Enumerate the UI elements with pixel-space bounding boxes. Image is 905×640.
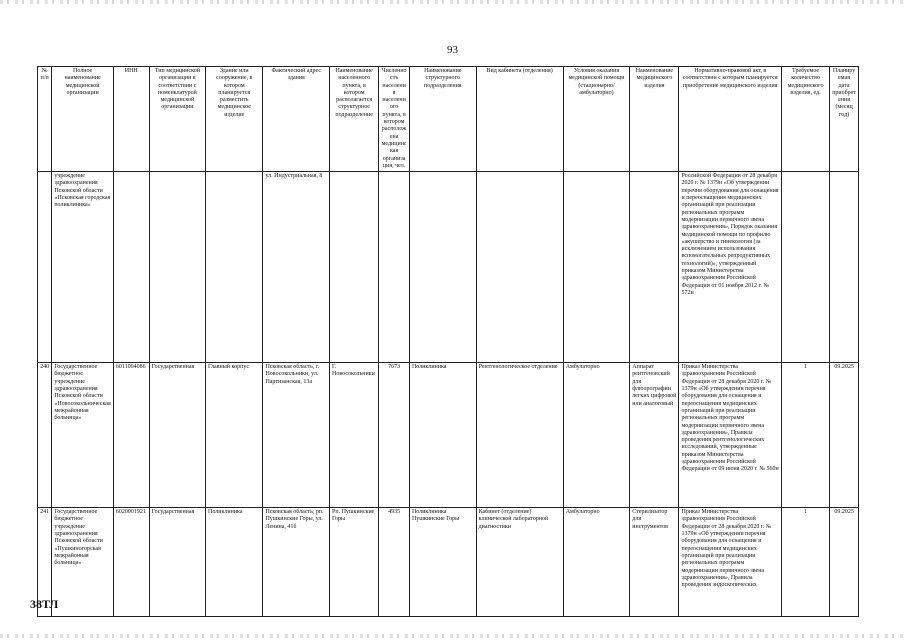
cell-num — [38, 172, 52, 363]
scan-artifact-bottom — [0, 634, 905, 638]
table-row — [38, 508, 859, 617]
cell-address: Псковская область, рп. Пушкинские Горы, ул. Ленина, 41б — [263, 508, 330, 617]
cell-unit: Поликлиника Пушкинские Горы — [409, 508, 476, 617]
header-act: Нормативно-правовой акт, в соответствии с которым планируется приобретение медицинского изделия — [679, 67, 781, 172]
equipment-table — [37, 66, 859, 617]
header-building: Здание или сооружение, в котором планируется разместить медицинское изделие — [206, 67, 263, 172]
cell-address: Псковская область, г. Новосокольники, ул. Партизанская, 13а — [263, 363, 330, 508]
cell-population: 4935 — [379, 508, 410, 617]
cell-conditions — [563, 172, 630, 363]
cell-qty: 1 — [781, 508, 829, 617]
cell-act: Приказ Министерства здравоохранения Российской Федерации от 28 декабря 2020 г. № 1379н «Об утверждении перечня оборудования для оснащения и переоснащения медицинских организаций при реализации региональных программ модернизации первичного звена здравоохранения», Правила проведения рентгенологических исследований, утвержденные приказом Министерства здравоохранения Российской Федерации от 09 июня 2020 г. № 560н — [679, 363, 781, 508]
cell-population — [379, 172, 410, 363]
cell-inn — [113, 172, 149, 363]
scan-artifact-top — [0, 0, 905, 4]
cell-building: Главный корпус — [206, 363, 263, 508]
cell-locality: Г. Новосокольники — [330, 363, 379, 508]
header-type: Тип медицинской организации в соответствии с номенклатурой медицинской организации — [149, 67, 205, 172]
header-locality: Наименование населенного пункта, в котором располагается структурное подразделение — [330, 67, 379, 172]
cell-address: ул. Индустриальная, 8 — [263, 172, 330, 363]
cell-cabinet: Рентгенологическое отделение — [476, 363, 563, 508]
cell-date: 09.2025 — [830, 508, 859, 617]
header-cabinet: Вид кабинета (отделения) — [476, 67, 563, 172]
header-unit: Наименование структурного подразделения — [409, 67, 476, 172]
page-number: 93 — [447, 44, 458, 56]
cell-unit — [409, 172, 476, 363]
cell-org: учреждение здравоохранения Псковской области «Псковская городская поликлиника» — [52, 172, 113, 363]
cell-org: Государственное бюджетное учреждение здравоохранения Псковской области «Пушкиногорская межрайонная больница» — [52, 508, 113, 617]
cell-device: Стерилизатор для инструментов — [630, 508, 679, 617]
header-address: Фактический адрес здания — [263, 67, 330, 172]
cell-num: 240 — [38, 363, 52, 508]
cell-date — [830, 172, 859, 363]
cell-org: Государственное бюджетное учреждение здравоохранения Псковской области «Новосокольническая межрайонная больница» — [52, 363, 113, 508]
cell-building: Поликлиника — [206, 508, 263, 617]
cell-inn: 6020001921 — [113, 508, 149, 617]
header-population: Численность населения населенного пункта, в котором расположена медицинская организация, чел. — [379, 67, 410, 172]
table-header-row — [38, 67, 859, 172]
cell-conditions: Амбулаторно — [563, 363, 630, 508]
cell-device: Аппарат рентгеновский для флюорографии легких цифровой или аналоговый — [630, 363, 679, 508]
cell-type: Государственная — [149, 508, 205, 617]
table-row — [38, 172, 859, 363]
cell-conditions: Амбулаторно — [563, 508, 630, 617]
cell-locality: Рп. Пушкинские Горы — [330, 508, 379, 617]
cell-population: 7673 — [379, 363, 410, 508]
header-date: Планируемая дата приобретения (месяц год) — [830, 67, 859, 172]
cell-act: Российской Федерации от 28 декабря 2020 г. № 1379н «Об утверждении перечня оборудования для оснащения и переоснащения медицинских организаций при реализации региональных программ модернизации первичного звена здравоохранения», Порядок оказания медицинской помощи по профилю «акушерство и гинекология (за исключением использования вспомогательных репродуктивных технологий)», утвержденный приказом Министерства здравоохранения Российской Федерации от 01 ноября 2012 г. № 572н — [679, 172, 781, 363]
footer-code: 38ТЛ — [30, 597, 59, 611]
header-org: Полное наименование медицинской организации — [52, 67, 113, 172]
cell-cabinet — [476, 172, 563, 363]
cell-cabinet: Кабинет (отделение) клинической лабораторной диагностики — [476, 508, 563, 617]
cell-type: Государственная — [149, 363, 205, 508]
cell-device — [630, 172, 679, 363]
cell-num: 241 — [38, 508, 52, 617]
header-num: № п/п — [38, 67, 52, 172]
cell-act: Приказ Министерства здравоохранения Российской Федерации от 28 декабря 2020 г. № 1379н «Об утверждении перечня оборудования для оснащения и переоснащения медицинских организаций при реализации региональных программ модернизации первичного звена здравоохранения», Правила проведения эндоскопических — [679, 508, 781, 617]
header-device: Наименование медицинского изделия — [630, 67, 679, 172]
table-row — [38, 363, 859, 508]
cell-building — [206, 172, 263, 363]
header-qty: Требуемое количество медицинского изделия, ед. — [781, 67, 829, 172]
cell-date: 09.2025 — [830, 363, 859, 508]
cell-inn: 6011004086 — [113, 363, 149, 508]
cell-locality — [330, 172, 379, 363]
header-conditions: Условия оказания медицинской помощи (стационарно/ амбулаторно) — [563, 67, 630, 172]
header-inn: ИНН — [113, 67, 149, 172]
cell-qty: 1 — [781, 363, 829, 508]
cell-unit: Поликлиника — [409, 363, 476, 508]
cell-type — [149, 172, 205, 363]
cell-qty — [781, 172, 829, 363]
